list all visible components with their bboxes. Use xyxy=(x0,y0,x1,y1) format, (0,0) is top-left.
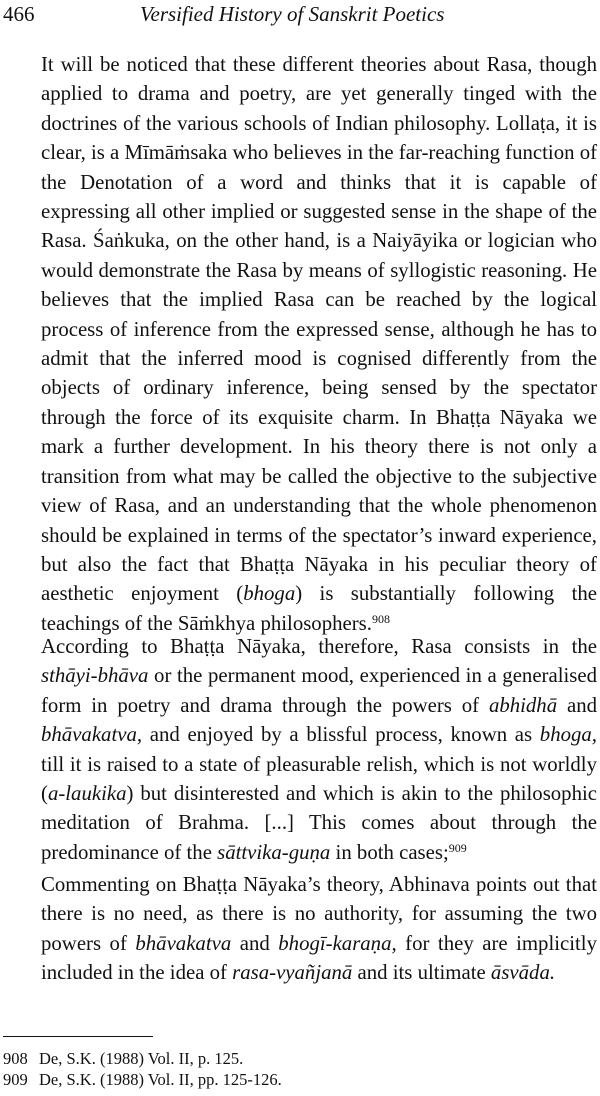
text-run: and enjoyed by a blissful process, known as xyxy=(142,723,540,747)
italic-term: bhogī-karaṇa, xyxy=(278,931,397,955)
text-run: According to Bhaṭṭa Nāyaka, therefore, Rasa consists in the xyxy=(41,635,597,658)
text-run: till it is raised to a state of pleasurable relish, which is not worldly ( xyxy=(41,752,597,806)
italic-term: āsvāda. xyxy=(490,961,556,985)
running-title: Versified History of Sanskrit Poetics xyxy=(140,2,445,26)
italic-term: rasa-vyañjanā xyxy=(232,961,353,985)
body-paragraph xyxy=(41,632,597,867)
text-run: and its ultimate xyxy=(352,961,491,985)
text-run: or the permanent mood, experienced in a generalised form in poetry and drama through the powers of xyxy=(41,664,597,717)
italic-term: bhoga xyxy=(243,582,296,606)
text-run: and xyxy=(231,931,279,955)
italic-term: sthāyi-bhāva xyxy=(41,664,149,688)
footnote-text: De, S.K. (1988) Vol. II, p. 125. xyxy=(39,1049,244,1068)
body-paragraph xyxy=(41,870,597,988)
footnote xyxy=(3,1049,243,1069)
footnote-ref[interactable]: 908 xyxy=(371,611,390,626)
italic-term: abhidhā xyxy=(488,693,558,717)
body-paragraph xyxy=(41,50,597,638)
footnote-number: 909 xyxy=(3,1070,28,1089)
text-run: in both cases; xyxy=(330,840,449,864)
footnote-number: 908 xyxy=(3,1049,28,1068)
text-run: ) is substantially following the teachings of the Sāṁkhya philosophers. xyxy=(41,582,597,635)
text-run: for they are implicitly included in the idea of xyxy=(41,931,597,985)
italic-term: bhoga, xyxy=(539,723,597,747)
text-run: Commenting on Bhaṭṭa Nāyaka’s theory, Abhinava points out that there is no need, as there is no authority, for assuming the two powers of xyxy=(41,873,597,955)
italic-term: bhāvakatva xyxy=(135,931,232,955)
italic-term: a-laukika xyxy=(47,782,127,806)
text-run: ) but disinterested and which is akin to the philosophic meditation of Brahma. [...] This comes about through the predominance of the xyxy=(41,782,597,864)
text-run: and xyxy=(557,693,597,717)
text-run: It will be noticed that these different theories about Rasa, though applied to drama and poetry, are yet generally tinged with the doctrines of the various schools of Indian philosophy. Lollaṭa, it is clear, is a Mīmāṁsaka who believes in the far-reaching function of the Denotation of a word and thinks that it is capable of expressing all other implied or suggested sense in the shape of the Rasa. Śaṅkuka, on the other hand, is a Naiyāyika or logician who would demonstrate the Rasa by means of syllogistic reasoning. He believes that the implied Rasa can be reached by the logical process of inference from the expressed sense, although he has to admit that the inferred mood is cognised differently from the objects of ordinary inference, being sensed by the spectator through the force of its exquisite charm. In Bhaṭṭa Nāyaka we mark a further development. In his theory there is not only a transition from what may be called the objective to the subjective view of Rasa, and an understanding that the whole phenomenon should be explained in terms of the spectator’s inward experience, but also the fact that Bhaṭṭa Nāyaka in his peculiar theory of aesthetic enjoyment ( xyxy=(41,53,598,606)
footnote-text: De, S.K. (1988) Vol. II, pp. 125-126. xyxy=(39,1070,282,1089)
footnote xyxy=(3,1070,282,1090)
italic-term: bhāvakatva, xyxy=(41,723,143,747)
footnote-ref[interactable]: 909 xyxy=(448,840,467,855)
italic-term: sāttvika-guṇa xyxy=(217,840,331,864)
footnote-divider xyxy=(3,1036,153,1037)
page-number: 466 xyxy=(3,2,35,26)
